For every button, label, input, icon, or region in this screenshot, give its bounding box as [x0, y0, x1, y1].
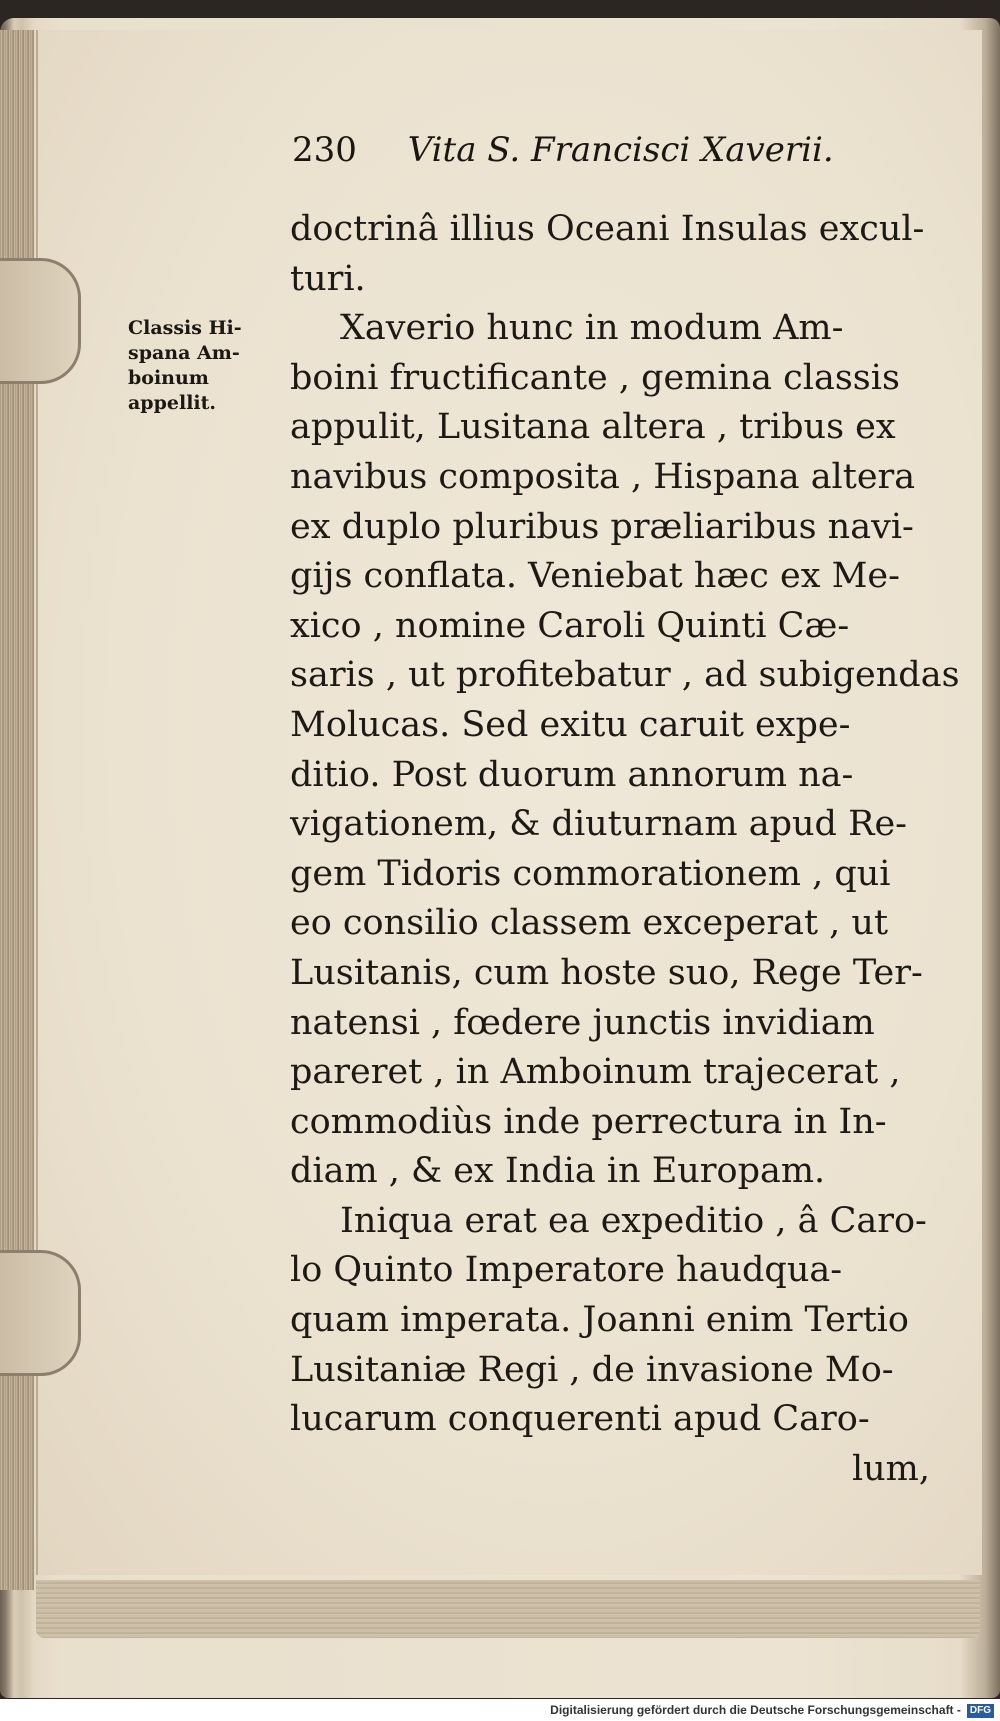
text-line: ex duplo pluribus præliaribus navi-	[290, 506, 914, 547]
text-line: saris , ut profitebatur , ad subigendas	[290, 655, 960, 696]
text-line: turi.	[290, 258, 366, 299]
text-line: diam , & ex India in Europam.	[290, 1151, 826, 1192]
text-line: pareret , in Amboinum trajecerat ,	[290, 1052, 901, 1093]
text-line: Lusitanis, cum hoste suo, Rege Ter-	[290, 952, 923, 993]
digitization-footer	[0, 1699, 1000, 1721]
text-line: eo consilio classem exceperat , ut	[290, 903, 889, 944]
text-line: navibus composita , Hispana altera	[290, 456, 916, 497]
text-line: doctrinâ illius Oceani Insulas excul-	[290, 209, 925, 249]
page-number: 230	[292, 130, 357, 170]
text-line: vigationem, & diuturnam apud Re-	[290, 804, 907, 845]
text-line: quam imperata. Joanni enim Tertio	[290, 1300, 909, 1341]
text-line: Iniqua erat ea expeditio , â Caro-	[340, 1200, 927, 1241]
text-line: Xaverio hunc in modum Am-	[340, 308, 844, 349]
running-head	[292, 130, 892, 180]
text-line: lucarum conquerenti apud Caro-	[290, 1399, 870, 1440]
footer-text: Digitalisierung gefördert durch die Deutsche Forschungsgemeinschaft -	[550, 1703, 961, 1717]
marginal-note-line: Classis Hi-	[128, 317, 242, 339]
running-title: Vita S. Francisci Xaverii.	[407, 130, 834, 170]
text-line: gijs conflata. Veniebat hæc ex Me-	[290, 556, 900, 597]
page-tab-upper	[0, 258, 81, 384]
marginal-note	[128, 316, 278, 416]
page-tab-lower	[0, 1250, 81, 1376]
body-text	[290, 205, 960, 1494]
text-line: ditio. Post duorum annorum na-	[290, 754, 854, 795]
text-line: Molucas. Sed exitu caruit expe-	[290, 704, 851, 745]
text-line: xico , nomine Caroli Quinti Cæ-	[290, 605, 850, 646]
marginal-note-line: spana Am-	[128, 342, 240, 364]
text-line: commodiùs inde perrectura in In-	[290, 1101, 887, 1142]
text-line: natensi , fœdere junctis invidiam	[290, 1002, 875, 1043]
text-line: lo Quinto Imperatore haudqua-	[290, 1250, 843, 1291]
text-line: Lusitaniæ Regi , de invasione Mo-	[290, 1349, 894, 1390]
text-line: boini fructificante , gemina classis	[290, 357, 900, 398]
catchword: lum,	[851, 1448, 930, 1489]
text-line: appulit, Lusitana altera , tribus ex	[290, 407, 896, 448]
page-stack-bottom-edge	[36, 1580, 980, 1638]
marginal-note-line: appellit.	[128, 392, 217, 414]
text-line: gem Tidoris commorationem , qui	[290, 853, 891, 894]
marginal-note-line: boinum	[128, 367, 209, 389]
dfg-logo: DFG	[967, 1704, 994, 1718]
